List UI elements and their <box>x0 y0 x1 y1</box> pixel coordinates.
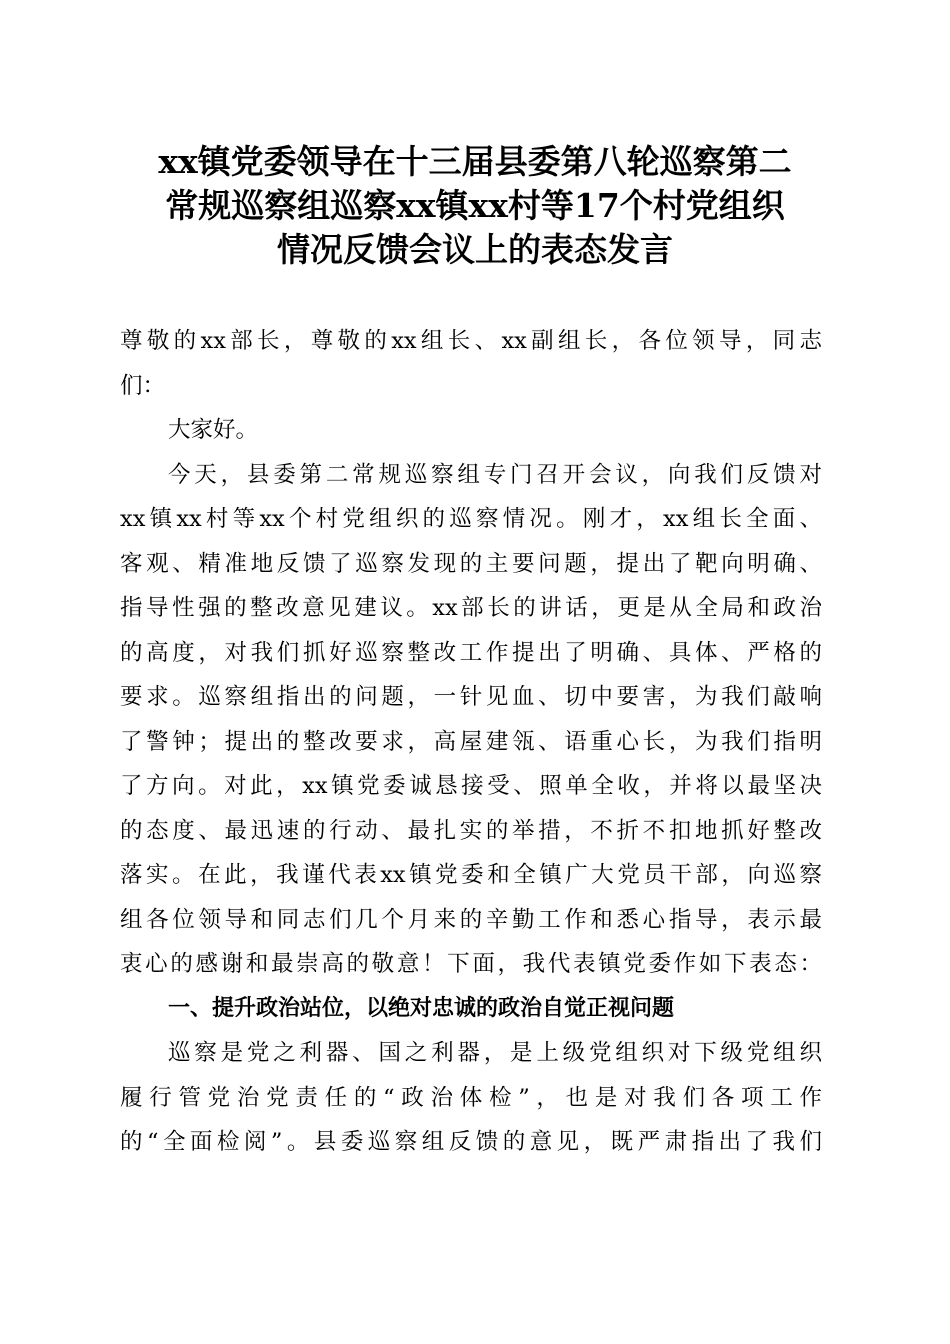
text-line: 尊敬的xx部长，尊敬的xx组长、xx副组长，各位领导，同志 <box>120 328 822 354</box>
salutation <box>120 319 822 408</box>
text-line: xx镇xx村等xx个村党组织的巡察情况。刚才，xx组长全面、 <box>120 506 822 532</box>
text-line: 客观、精准地反馈了巡察发现的主要问题，提出了靶向明确、 <box>120 550 822 577</box>
text-line: 大家好。 <box>168 417 259 443</box>
title-line: 常规巡察组巡察xx镇xx村等17个村党组织 <box>165 186 785 225</box>
text-line: 了方向。对此，xx镇党委诚恳接受、照单全收，并将以最坚决 <box>120 773 822 799</box>
text-line: 要求。巡察组指出的问题，一针见血、切中要害，为我们敲响 <box>120 684 822 710</box>
greeting <box>120 408 822 453</box>
document-title <box>110 140 840 272</box>
section-heading-1: 一、提升政治站位，以绝对忠诚的政治自觉正视问题 <box>168 995 675 1021</box>
text-line: 了警钟；提出的整改要求，高屋建瓴、语重心长，为我们指明 <box>120 728 822 755</box>
text-line: 巡察是党之利器、国之利器，是上级党组织对下级党组织 <box>168 1040 822 1066</box>
text-line: 的态度、最迅速的行动、最扎实的举措，不折不扣地抓好整改 <box>120 817 822 844</box>
title-line: xx镇党委领导在十三届县委第八轮巡察第二 <box>158 142 792 181</box>
document-body <box>120 319 822 1165</box>
text-line: 组各位领导和同志们几个月来的辛勤工作和悉心指导，表示最 <box>120 906 822 933</box>
title-line: 情况反馈会议上的表态发言 <box>277 230 673 269</box>
text-line: 今天，县委第二常规巡察组专门召开会议，向我们反馈对 <box>168 461 822 488</box>
text-line: 衷心的感谢和最崇高的敬意！下面，我代表镇党委作如下表态： <box>120 951 822 977</box>
paragraph-2 <box>120 1031 822 1165</box>
text-line: 落实。在此，我谨代表xx镇党委和全镇广大党员干部，向巡察 <box>120 862 822 888</box>
text-line: 的高度，对我们抓好巡察整改工作提出了明确、具体、严格的 <box>120 639 822 666</box>
text-line: 履行管党治党责任的“政治体检”，也是对我们各项工作 <box>120 1084 822 1111</box>
text-line: 的“全面检阅”。县委巡察组反馈的意见，既严肃指出了我们 <box>120 1129 822 1155</box>
text-line: 指导性强的整改意见建议。xx部长的讲话，更是从全局和政治 <box>120 595 822 621</box>
paragraph-1 <box>120 453 822 987</box>
text-line: 们： <box>120 372 166 399</box>
